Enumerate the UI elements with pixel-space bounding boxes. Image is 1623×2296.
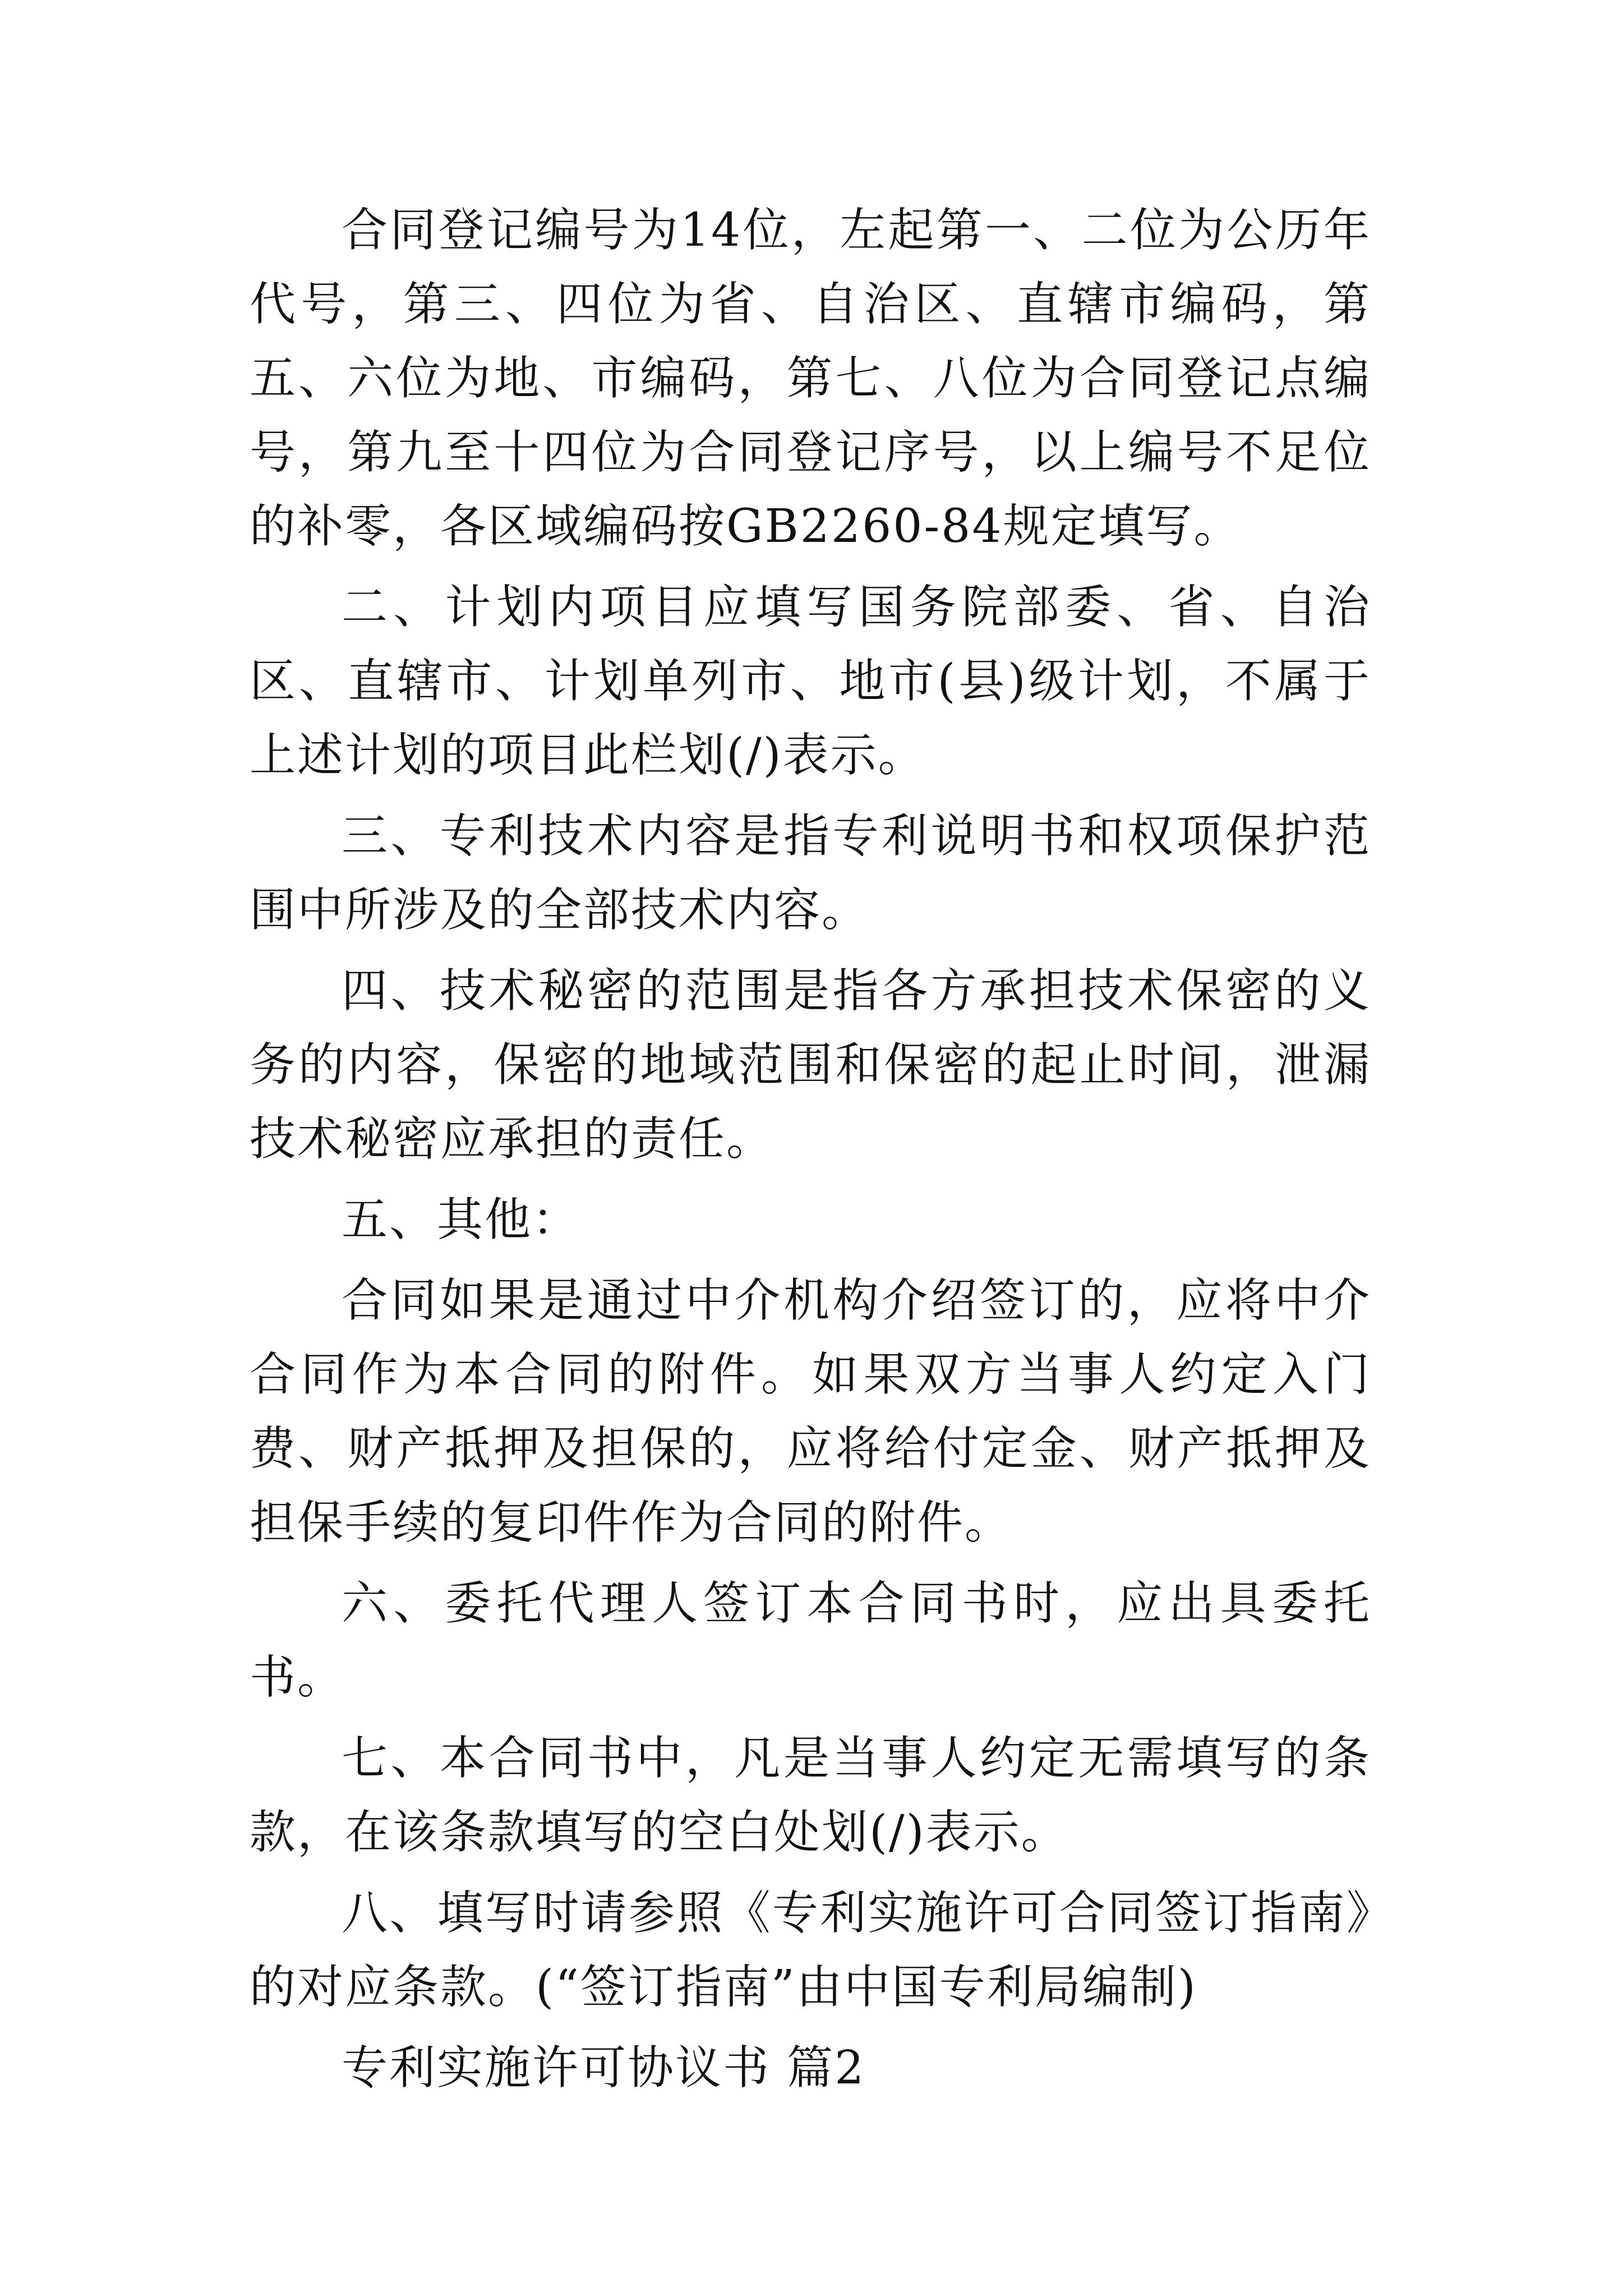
section-heading: 专利实施许可协议书 篇2	[342, 2041, 866, 2095]
paragraph-item-4: 四、技术秘密的范围是指各方承担技术保密的义务的内容，保密的地域范围和保密的起止时间，泄漏技术秘密应承担的责任。	[250, 964, 1371, 1166]
document-body	[250, 194, 1371, 2105]
paragraph-registration-number: 合同登记编号为14位，左起第一、二位为公历年代号，第三、四位为省、自治区、直辖市编码，第五、六位为地、市编码，第七、八位为合同登记点编号，第九至十四位为合同登记序号，以上编号不足位的补零，各区域编码按GB2260-84规定填写。	[250, 204, 1371, 553]
paragraph-item-7: 七、本合同书中，凡是当事人约定无需填写的条款，在该条款填写的空白处划(/)表示。	[250, 1732, 1371, 1859]
paragraph-item-2: 二、计划内项目应填写国务院部委、省、自治区、直辖市、计划单列市、地市(县)级计划，不属于上述计划的项目此栏划(/)表示。	[250, 581, 1371, 782]
paragraph-intermediary: 合同如果是通过中介机构介绍签订的，应将中介合同作为本合同的附件。如果双方当事人约定入门费、财产抵押及担保的，应将给付定金、财产抵押及担保手续的复印件作为合同的附件。	[250, 1274, 1371, 1549]
paragraph-item-6: 六、委托代理人签订本合同书时，应出具委托书。	[250, 1577, 1371, 1704]
paragraph-item-8: 八、填写时请参照《专利实施许可合同签订指南》的对应条款。(“签订指南”由中国专利局编制)	[250, 1887, 1371, 2014]
paragraph-item-3: 三、专利技术内容是指专利说明书和权项保护范围中所涉及的全部技术内容。	[250, 809, 1371, 937]
paragraph-item-5: 五、其他：	[342, 1193, 580, 1246]
